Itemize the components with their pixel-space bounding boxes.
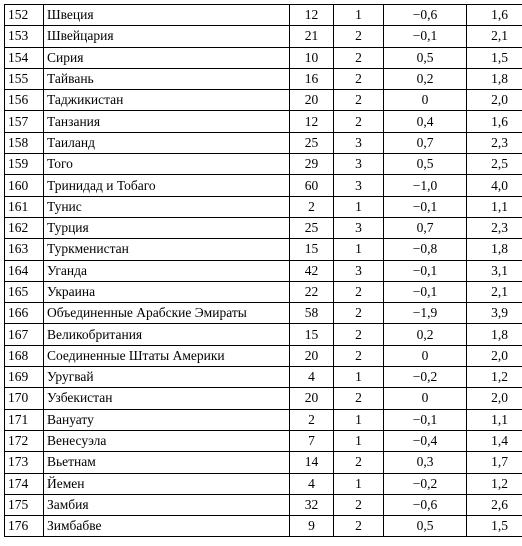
value-d-cell: 1,6 [467,5,522,26]
country-name-cell: Танзания [44,111,290,132]
value-c-cell: −0,1 [384,281,467,302]
value-a-cell: 20 [290,90,334,111]
value-c-cell: 0,2 [384,68,467,89]
value-b-cell: 2 [334,324,384,345]
row-number-cell: 163 [5,239,44,260]
value-a-cell: 7 [290,430,334,451]
value-a-cell: 25 [290,217,334,238]
value-d-cell: 1,5 [467,516,522,537]
value-c-cell: 0 [384,90,467,111]
table-row [5,409,522,430]
value-c-cell: 0,5 [384,516,467,537]
value-a-cell: 10 [290,47,334,68]
value-c-cell: −0,8 [384,239,467,260]
table-row [5,196,522,217]
value-d-cell: 2,6 [467,494,522,515]
country-name-cell: Украина [44,281,290,302]
country-name-cell: Таджикистан [44,90,290,111]
country-name-cell: Великобритания [44,324,290,345]
value-c-cell: 0 [384,345,467,366]
value-c-cell: −0,2 [384,367,467,388]
country-name-cell: Соединенные Штаты Америки [44,345,290,366]
value-a-cell: 42 [290,260,334,281]
country-name-cell: Йемен [44,473,290,494]
row-number-cell: 171 [5,409,44,430]
row-number-cell: 157 [5,111,44,132]
value-b-cell: 1 [334,196,384,217]
value-b-cell: 1 [334,473,384,494]
value-b-cell: 2 [334,452,384,473]
country-name-cell: Турция [44,217,290,238]
value-a-cell: 2 [290,409,334,430]
value-c-cell: −0,1 [384,26,467,47]
country-name-cell: Тринидад и Тобаго [44,175,290,196]
row-number-cell: 155 [5,68,44,89]
value-c-cell: −0,6 [384,494,467,515]
table-row [5,68,522,89]
value-a-cell: 21 [290,26,334,47]
value-c-cell: −0,1 [384,196,467,217]
value-a-cell: 58 [290,303,334,324]
value-b-cell: 3 [334,154,384,175]
value-d-cell: 3,9 [467,303,522,324]
value-a-cell: 20 [290,388,334,409]
value-c-cell: −1,0 [384,175,467,196]
row-number-cell: 152 [5,5,44,26]
row-number-cell: 154 [5,47,44,68]
value-b-cell: 3 [334,132,384,153]
value-a-cell: 15 [290,324,334,345]
row-number-cell: 170 [5,388,44,409]
country-name-cell: Тайвань [44,68,290,89]
table-row [5,5,522,26]
value-c-cell: 0,2 [384,324,467,345]
value-b-cell: 2 [334,90,384,111]
value-c-cell: −0,4 [384,430,467,451]
value-b-cell: 2 [334,111,384,132]
country-name-cell: Объединенные Арабские Эмираты [44,303,290,324]
value-b-cell: 1 [334,409,384,430]
value-d-cell: 1,1 [467,196,522,217]
value-d-cell: 2,3 [467,217,522,238]
table-row [5,388,522,409]
value-c-cell: 0 [384,388,467,409]
value-d-cell: 2,0 [467,388,522,409]
table-row [5,26,522,47]
country-name-cell: Таиланд [44,132,290,153]
country-name-cell: Швеция [44,5,290,26]
value-a-cell: 12 [290,111,334,132]
row-number-cell: 162 [5,217,44,238]
value-c-cell: 0,4 [384,111,467,132]
value-a-cell: 4 [290,473,334,494]
value-b-cell: 1 [334,430,384,451]
table-row [5,303,522,324]
row-number-cell: 175 [5,494,44,515]
value-c-cell: −0,1 [384,409,467,430]
country-data-table [4,4,522,537]
value-a-cell: 29 [290,154,334,175]
table-row [5,345,522,366]
value-c-cell: −1,9 [384,303,467,324]
country-name-cell: Тунис [44,196,290,217]
table-row [5,175,522,196]
country-name-cell: Уганда [44,260,290,281]
table-row [5,132,522,153]
country-name-cell: Вануату [44,409,290,430]
country-name-cell: Зимбабве [44,516,290,537]
value-b-cell: 2 [334,516,384,537]
value-d-cell: 4,0 [467,175,522,196]
row-number-cell: 158 [5,132,44,153]
value-a-cell: 14 [290,452,334,473]
value-c-cell: 0,5 [384,47,467,68]
value-d-cell: 2,1 [467,26,522,47]
value-a-cell: 22 [290,281,334,302]
value-b-cell: 2 [334,494,384,515]
row-number-cell: 173 [5,452,44,473]
table-row [5,324,522,345]
country-name-cell: Замбия [44,494,290,515]
value-a-cell: 4 [290,367,334,388]
value-d-cell: 1,5 [467,47,522,68]
table-body [5,5,522,537]
row-number-cell: 167 [5,324,44,345]
value-b-cell: 3 [334,260,384,281]
value-d-cell: 2,3 [467,132,522,153]
row-number-cell: 153 [5,26,44,47]
value-d-cell: 2,5 [467,154,522,175]
value-b-cell: 2 [334,388,384,409]
value-c-cell: 0,3 [384,452,467,473]
row-number-cell: 156 [5,90,44,111]
value-d-cell: 1,7 [467,452,522,473]
row-number-cell: 174 [5,473,44,494]
country-name-cell: Сирия [44,47,290,68]
row-number-cell: 159 [5,154,44,175]
value-a-cell: 20 [290,345,334,366]
country-name-cell: Венесуэла [44,430,290,451]
value-d-cell: 1,8 [467,239,522,260]
value-b-cell: 2 [334,26,384,47]
value-d-cell: 1,2 [467,473,522,494]
value-a-cell: 9 [290,516,334,537]
value-b-cell: 2 [334,281,384,302]
row-number-cell: 168 [5,345,44,366]
value-d-cell: 2,0 [467,90,522,111]
value-b-cell: 3 [334,217,384,238]
value-c-cell: −0,2 [384,473,467,494]
value-d-cell: 2,0 [467,345,522,366]
value-a-cell: 16 [290,68,334,89]
value-d-cell: 1,6 [467,111,522,132]
row-number-cell: 165 [5,281,44,302]
value-b-cell: 2 [334,68,384,89]
value-a-cell: 60 [290,175,334,196]
row-number-cell: 166 [5,303,44,324]
table-row [5,516,522,537]
value-d-cell: 1,2 [467,367,522,388]
value-c-cell: −0,1 [384,260,467,281]
row-number-cell: 169 [5,367,44,388]
value-c-cell: 0,7 [384,217,467,238]
value-a-cell: 2 [290,196,334,217]
value-c-cell: 0,5 [384,154,467,175]
table-row [5,90,522,111]
table-row [5,154,522,175]
table-row [5,430,522,451]
table-row [5,47,522,68]
value-b-cell: 1 [334,239,384,260]
table-row [5,239,522,260]
table-row [5,473,522,494]
country-name-cell: Туркменистан [44,239,290,260]
row-number-cell: 164 [5,260,44,281]
country-name-cell: Вьетнам [44,452,290,473]
table-row [5,452,522,473]
value-d-cell: 3,1 [467,260,522,281]
value-b-cell: 1 [334,5,384,26]
country-name-cell: Узбекистан [44,388,290,409]
value-b-cell: 3 [334,175,384,196]
value-d-cell: 1,4 [467,430,522,451]
row-number-cell: 172 [5,430,44,451]
table-row [5,494,522,515]
row-number-cell: 161 [5,196,44,217]
country-name-cell: Уругвай [44,367,290,388]
value-b-cell: 2 [334,345,384,366]
value-c-cell: −0,6 [384,5,467,26]
value-a-cell: 25 [290,132,334,153]
table-row [5,260,522,281]
value-a-cell: 15 [290,239,334,260]
value-b-cell: 2 [334,303,384,324]
row-number-cell: 160 [5,175,44,196]
table-row [5,281,522,302]
value-d-cell: 1,1 [467,409,522,430]
value-d-cell: 1,8 [467,68,522,89]
value-d-cell: 2,1 [467,281,522,302]
row-number-cell: 176 [5,516,44,537]
value-d-cell: 1,8 [467,324,522,345]
table-row [5,367,522,388]
value-a-cell: 12 [290,5,334,26]
value-a-cell: 32 [290,494,334,515]
table-row [5,111,522,132]
country-name-cell: Того [44,154,290,175]
value-b-cell: 2 [334,47,384,68]
table-row [5,217,522,238]
country-name-cell: Швейцария [44,26,290,47]
value-c-cell: 0,7 [384,132,467,153]
value-b-cell: 1 [334,367,384,388]
